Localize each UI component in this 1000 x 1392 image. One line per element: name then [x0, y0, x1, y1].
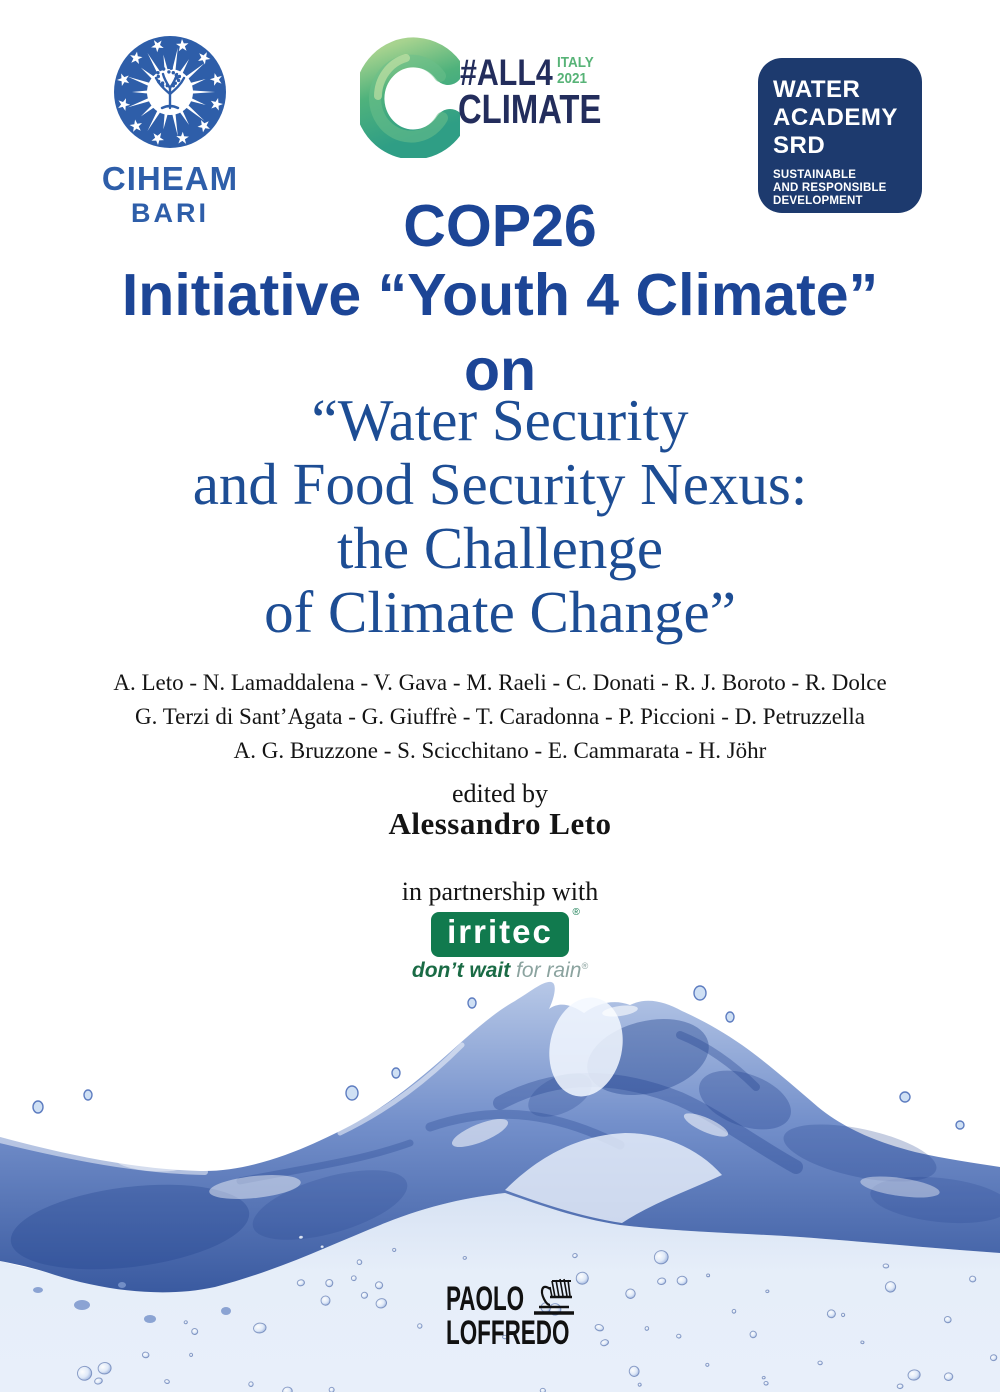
printing-press-icon — [526, 1275, 580, 1317]
wa-sub1: SUSTAINABLE — [773, 169, 857, 181]
publisher-line-1: PAOLO — [446, 1280, 525, 1318]
ciheam-name: CIHEAM — [101, 160, 239, 197]
wa-sub2: AND RESPONSIBLE — [773, 182, 887, 194]
partnership-label: in partnership with — [401, 877, 599, 906]
wa-sub3: DEVELOPMENT — [773, 195, 863, 207]
main-title — [0, 192, 1000, 405]
ciheam-emblem-icon — [112, 34, 228, 150]
editor-name: Alessandro Leto — [388, 806, 612, 841]
wa-line1: WATER — [773, 76, 861, 103]
irritec-tagline-registered: ® — [581, 961, 589, 971]
water-academy-logo — [758, 58, 922, 213]
all4-climate-text: CLIMATE — [458, 86, 602, 132]
subtitle-line-4: of Climate Change” — [264, 579, 736, 645]
subtitle-line-1: “Water Security — [311, 387, 689, 453]
authors-line-1: A. Leto - N. Lamaddalena - V. Gava - M. Raeli - C. Donati - R. J. Boroto - R. Dolce — [113, 670, 887, 695]
all4-country: ITALY — [557, 54, 594, 71]
all4-year: 2021 — [557, 70, 588, 87]
irritec-tagline-bold: don’t wait — [411, 959, 511, 982]
irritec-tagline-rest: for rain — [510, 959, 582, 982]
irritec-wordmark — [431, 907, 580, 957]
authors-line-2: G. Terzi di Sant’Agata - G. Giuffrè - T. Caradonna - P. Piccioni - D. Petruzzella — [135, 704, 865, 729]
all4climate-logo — [360, 34, 620, 164]
authors-list — [0, 666, 1000, 768]
all4-hash-text: #ALL4 — [460, 52, 553, 93]
water-academy-title — [773, 76, 922, 160]
title-line-1: COP26 — [403, 193, 597, 259]
subtitle — [0, 388, 1000, 644]
subtitle-line-2: and Food Security Nexus: — [192, 451, 808, 517]
irritec-registered-mark: ® — [572, 907, 580, 918]
title-line-2: Initiative “Youth 4 Climate” — [121, 262, 879, 328]
edited-by-label: edited by — [451, 779, 549, 808]
subtitle-line-3: the Challenge — [336, 515, 664, 581]
all4climate-c-icon — [360, 36, 460, 158]
publisher-line-2: LOFFREDO — [446, 1314, 570, 1352]
irritec-brand-text: irritec — [447, 913, 553, 950]
wa-line3: SRD — [773, 132, 826, 159]
title-line-3: on — [463, 337, 537, 403]
authors-line-3: A. G. Bruzzone - S. Scicchitano - E. Cammarata - H. Jöhr — [233, 738, 767, 763]
ciheam-city: BARI — [131, 198, 209, 228]
publisher-logo — [446, 1280, 633, 1352]
all4-italy-year — [557, 55, 594, 87]
irritec-logo — [0, 907, 1000, 983]
wa-line2: ACADEMY — [773, 104, 898, 131]
